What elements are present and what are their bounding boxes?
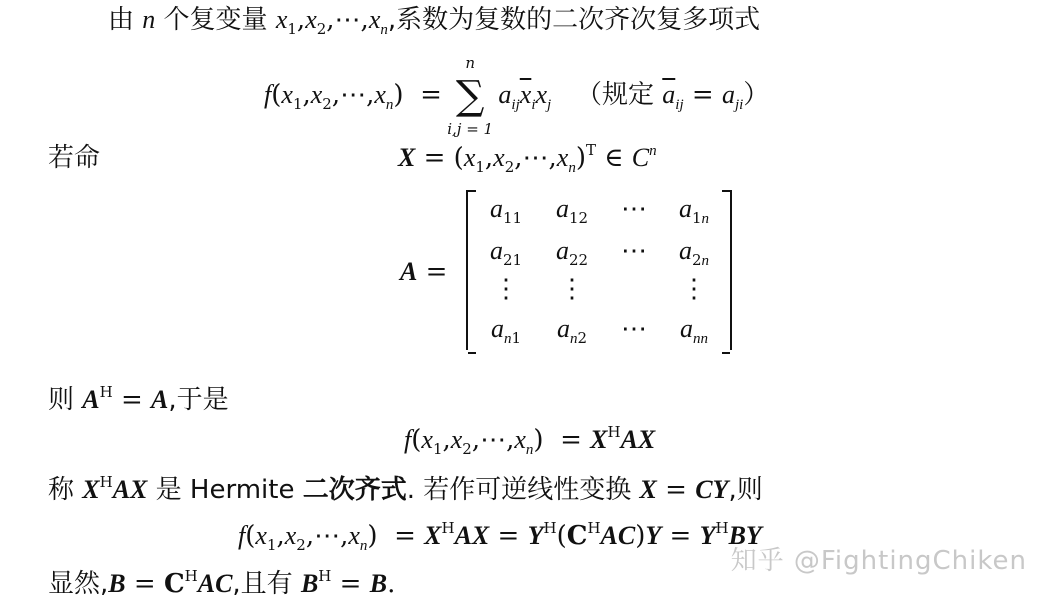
summation-symbol: n ∑ i,j = 1 [447,54,494,138]
vector-x-definition: $X = (x_1,x_2,\cdots,x_n)^T$ ∈ $C^n$ [398,141,657,176]
hermitian-condition-line: 则 $A^H = A$,于是 [48,383,229,415]
matrix-a: $a_{11}$ $a_{12}$ ⋯ $a_{1n}$ $a_{21}$ $a_{22}$ ⋯ $a_{2n}$ ⋮ ⋮ ⋮ $a_{n1}$ $a_{n2}$ ⋯ $a_{nn}$ [466,190,732,350]
hermite-definition-line: 称 $X^HAX$ 是 Hermite 二次齐式. 若作可逆线性变换 X = CY,则 [48,473,763,505]
conclusion-line: 显然$,B = C^HAC$,且有 $B^H = B$. [48,567,396,599]
form-matrix-expression: $f(x_1,x_2,\cdots,x_n) = X^HAX$ [404,423,656,458]
watermark: 知乎 @FightingChiken [730,546,1027,576]
intro-line: 由 n 个复变量 $x_1,x_2,\cdots,x_n$,系数为复数的二次齐次复多项式 [108,5,761,38]
matrix-a-label: A = [400,257,448,287]
hermite-form-definition: $f(x_1,x_2,\cdots,x_n)$ = n ∑ i,j = 1 $a_{ij}\overline{x}_ix_j$ （规定 $\overline{a}_{ij} = a_{ji}$） [264,54,770,138]
let-label: 若命 [48,143,101,173]
linear-transform-expression: $f(x_1,x_2,\cdots,x_n) = X^HAX = Y^H(C^HAC)Y = Y^HBY$ [238,519,762,554]
